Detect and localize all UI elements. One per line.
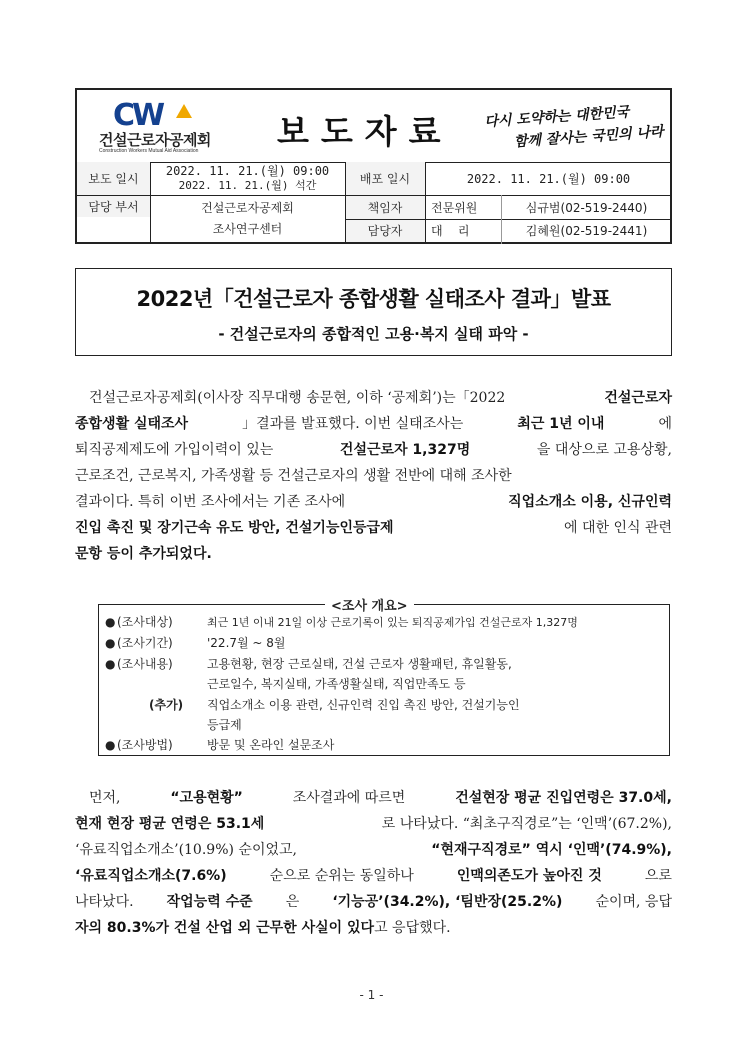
text-line <box>75 463 672 489</box>
overview-label: (추가) <box>149 698 184 712</box>
text-span: 에 <box>658 416 672 432</box>
overview-title: <조사 개요> <box>325 595 414 614</box>
slogan-line-1: 다시 도약하는 대한민국 <box>483 104 630 131</box>
overview-value: 등급제 <box>207 718 242 732</box>
text-span: 퇴직공제제도에 가입이력이 있는 <box>75 442 274 458</box>
distribution-date: 2022. 11. 21.(월) 09:00 <box>466 172 631 186</box>
table-divider <box>425 162 426 244</box>
overview-row-method <box>105 736 334 754</box>
text-line <box>75 515 672 541</box>
text-bold: 건설근로자 <box>604 390 672 406</box>
logo-english-name: Construction Workers Mutual Aid Association <box>99 148 199 154</box>
header-banner <box>77 90 670 163</box>
headline-subtitle: - 건설근로자의 종합적인 고용·복지 실태 파악 - <box>218 325 529 343</box>
department-cell <box>150 195 345 242</box>
text-bold: 종합생활 실태조사 <box>75 416 189 432</box>
text-bold: 건설근로자 1,327명 <box>339 442 471 458</box>
text-span: ‘유료직업소개소’(10.9%) 순이었고, <box>75 842 297 858</box>
text-bold: ‘유료직업소개소(7.6%) <box>75 868 227 884</box>
table-divider <box>345 162 346 244</box>
department-name-1: 건설근로자공제회 <box>201 201 294 215</box>
overview-row-period <box>105 634 286 652</box>
text-span: 으로 <box>644 868 672 884</box>
headline-title: 2022년「건설근로자 종합생활 실태조사 결과」발표 <box>136 287 611 311</box>
text-bold: ‘기능공’(34.2%), ‘팀반장(25.2%) <box>332 894 563 910</box>
text-line <box>75 385 672 411</box>
bullet-icon: ● <box>105 738 116 752</box>
info-table <box>77 162 670 244</box>
table-divider <box>345 219 672 220</box>
text-line <box>75 811 672 837</box>
report-date-label: 보도 일시 <box>77 162 150 195</box>
text-line <box>75 863 672 889</box>
text-bold: 작업능력 수준 <box>166 894 253 910</box>
survey-overview-box <box>98 599 670 756</box>
text-bold: “고용현황” <box>170 790 243 806</box>
overview-value: 최근 1년 이내 21일 이상 근로기록이 있는 퇴직공제가입 건설근로자 1,327명 <box>207 616 578 629</box>
overview-row-content <box>105 655 512 673</box>
text-bold: “현재구직경로” 역시 ‘인맥’(74.9%), <box>431 842 672 858</box>
text-line <box>75 541 672 567</box>
text-span: 순으로 순위는 동일하나 <box>269 868 414 884</box>
text-bold: 최근 1년 이내 <box>517 416 605 432</box>
overview-label: (조사방법) <box>117 738 173 752</box>
press-release-title: 보도자료 <box>277 112 453 151</box>
table-divider <box>150 162 151 244</box>
logo-triangle-icon <box>176 104 192 118</box>
overview-row-target <box>105 613 578 631</box>
text-span: 을 대상으로 고용상황, <box>536 442 672 458</box>
organization-logo <box>87 96 247 156</box>
slogan-line-2: 함께 잘사는 국민의 나라 <box>513 123 664 151</box>
overview-row-added <box>149 696 520 714</box>
overview-value: '22.7월 ~ 8월 <box>207 636 286 650</box>
text-span: 순이며, 응답 <box>595 894 672 910</box>
report-date-cell <box>150 162 345 195</box>
text-span: 」결과를 발표했다. 이번 실태조사는 <box>242 416 464 432</box>
text-line <box>75 437 672 463</box>
page-number: - 1 - <box>359 988 384 1002</box>
logo-mark: CW <box>113 98 163 133</box>
distribution-date-label: 배포 일시 <box>345 162 425 195</box>
findings-paragraph <box>75 785 672 941</box>
report-date-2: 2022. 11. 21.(월) 석간 <box>178 179 317 192</box>
text-line <box>75 915 672 941</box>
bullet-icon: ● <box>105 657 116 671</box>
text-span: 은 <box>285 894 300 910</box>
text-span: 에 대한 인식 관련 <box>563 520 672 536</box>
table-divider <box>77 195 672 196</box>
text-line <box>75 785 672 811</box>
text-bold: 문항 등이 추가되었다. <box>75 546 212 562</box>
headline-box <box>75 268 672 356</box>
department-name-2: 조사연구센터 <box>212 222 283 236</box>
text-bold: 직업소개소 이용, 신규인력 <box>508 494 672 510</box>
manager-title: 전문위원 <box>431 200 478 215</box>
staff-title: 대 리 <box>431 224 470 238</box>
text-bold: 현재 현장 평균 연령은 53.1세 <box>75 816 265 832</box>
text-line <box>75 889 672 915</box>
bullet-icon: ● <box>105 615 116 629</box>
text-span: 로 나타났다. “최초구직경로”는 ‘인맥’(67.2%), <box>381 816 672 832</box>
text-span: 결과이다. 특히 이번 조사에서는 기존 조사에 <box>75 494 346 510</box>
text-span: 먼저, <box>89 790 121 806</box>
text-span: 나타났다. <box>75 894 134 910</box>
text-span: 건설근로자공제회(이사장 직무대행 송문현, 이하 ‘공제회’)는「2022 <box>89 390 506 406</box>
text-span: 근로조건, 근로복지, 가족생활 등 건설근로자의 생활 전반에 대해 조사한 <box>75 468 512 484</box>
department-label: 담당 부서 <box>77 195 150 217</box>
text-span: 고 응답했다. <box>374 920 451 936</box>
manager-name: 심규범(02-519-2440) <box>525 200 648 215</box>
logo-name: 건설근로자공제회 <box>99 131 211 149</box>
table-divider <box>501 195 502 244</box>
overview-row-added-cont <box>207 716 242 734</box>
overview-value: 방문 및 온라인 설문조사 <box>207 738 335 752</box>
text-line <box>75 411 672 437</box>
government-slogan <box>484 99 667 155</box>
report-date-1: 2022. 11. 21.(월) 09:00 <box>165 164 330 178</box>
text-bold: 진입 촉진 및 장기근속 유도 방안, 건설기능인등급제 <box>75 520 394 536</box>
text-line <box>75 489 672 515</box>
staff-name: 김혜원(02-519-2441) <box>525 224 648 238</box>
overview-value: 직업소개소 이용 관련, 신규인력 진입 촉진 방안, 건설기능인 <box>207 698 520 712</box>
overview-label: (조사대상) <box>117 615 173 629</box>
text-line <box>75 837 672 863</box>
text-bold: 건설현장 평균 진입연령은 37.0세, <box>455 790 672 806</box>
intro-paragraph <box>75 385 672 567</box>
text-span: 조사결과에 따르면 <box>292 790 406 806</box>
overview-row-content-cont <box>207 675 466 693</box>
overview-value: 근로일수, 복지실태, 가족생활실태, 직업만족도 등 <box>207 677 466 691</box>
bullet-icon: ● <box>105 636 116 650</box>
overview-label: (조사기간) <box>117 636 173 650</box>
overview-value: 고용현황, 현장 근로실태, 건설 근로자 생활패턴, 휴일활동, <box>207 657 512 671</box>
text-bold: 자의 80.3%가 건설 산업 외 근무한 사실이 있다 <box>75 920 375 936</box>
staff-label: 담당자 <box>345 219 425 242</box>
text-bold: 인맥의존도가 높아진 것 <box>456 868 602 884</box>
press-header <box>75 88 672 244</box>
manager-label: 책임자 <box>345 195 425 219</box>
overview-label: (조사내용) <box>117 657 173 671</box>
